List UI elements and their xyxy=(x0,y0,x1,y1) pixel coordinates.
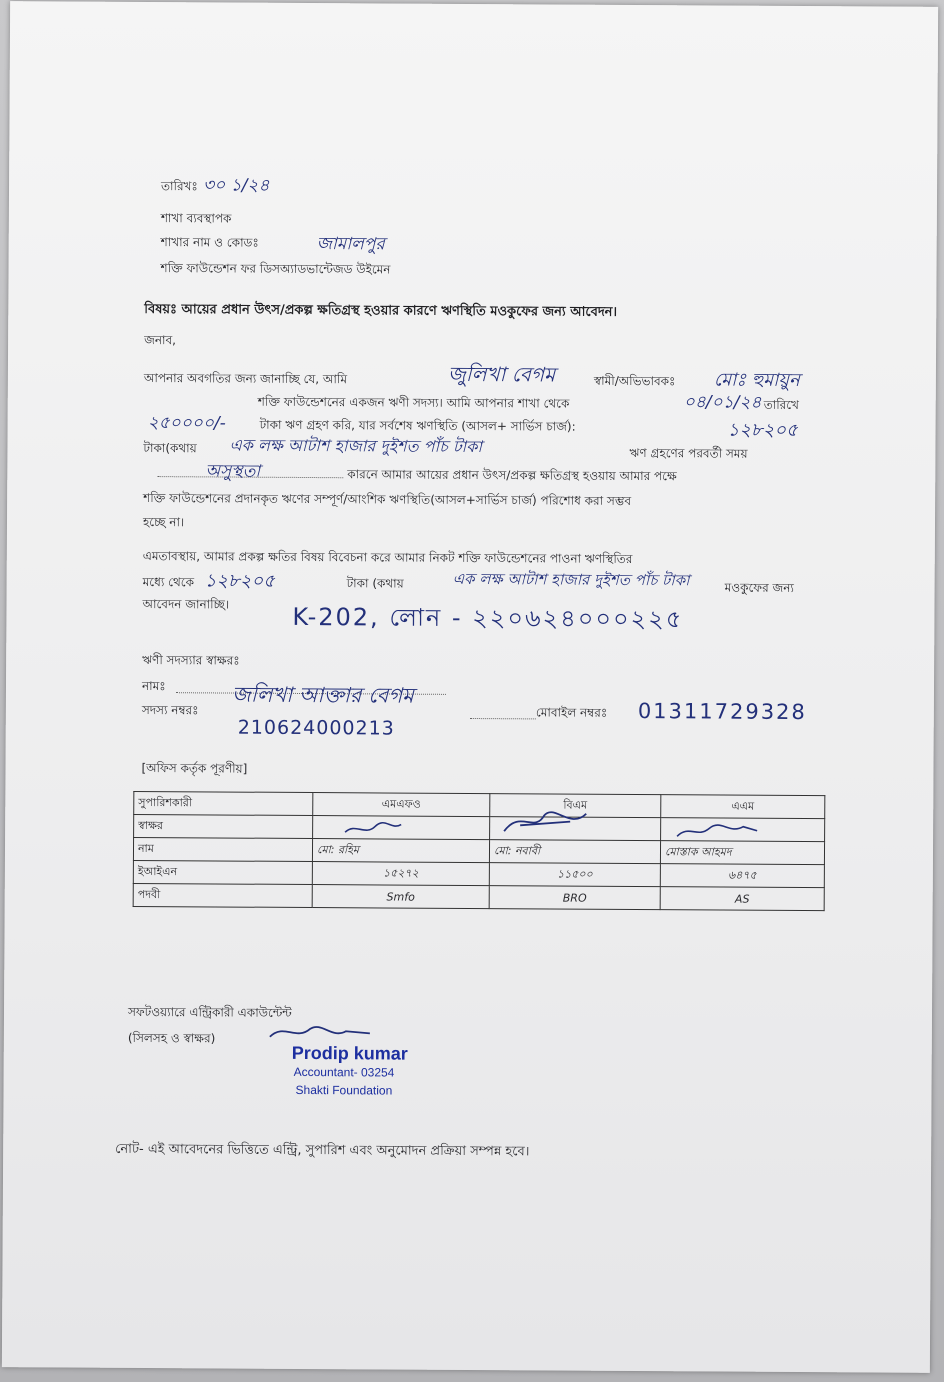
words-hw: এক লক্ষ আটাশ হাজার দুইশত পাঁচ টাকা xyxy=(229,435,483,457)
member-name-label: নামঃ xyxy=(141,678,166,694)
stamp-name: Prodip kumar xyxy=(291,1042,408,1064)
branch-name-value: জামালপুর xyxy=(316,234,385,255)
signature-mark xyxy=(500,803,590,838)
signature-cell xyxy=(490,817,661,841)
footer-note: নোট- এই আবেদনের ভিত্তিতে এন্ট্রি, সুপারিশ এবং অনুমোদন প্রক্রিয়া সম্পন্ন হবে। xyxy=(115,1141,530,1160)
guardian-hw: মোঃ হুমায়ুন xyxy=(713,369,800,392)
table-cell: ৬৪৭৫ xyxy=(660,864,824,888)
accountant-label: সফটওয়্যারে এন্ট্রিকারী একাউন্টেন্ট xyxy=(127,1004,292,1020)
mobile-label: মোবাইল নম্বরঃ xyxy=(535,705,608,720)
branch-name-label: শাখার নাম ও কোডঃ xyxy=(160,235,259,250)
subject: বিষয়ঃ আয়ের প্রধান উৎস/প্রকল্প ক্ষতিগ্রস্থ হওয়ার কারণে ঋণস্থিতি মওকুফের জন্য আবেদন। xyxy=(144,302,618,320)
mobile-number-hw: 01311729328 xyxy=(637,699,807,725)
table-header-cell: বিএম xyxy=(490,794,661,818)
para2-line2a: মধ্যে থেকে xyxy=(142,574,195,590)
member-sign-label: ঋণী সদস্যার স্বাক্ষরঃ xyxy=(142,652,240,668)
row-label: স্বাক্ষর xyxy=(134,814,313,838)
signature-mark xyxy=(343,818,403,838)
application-document xyxy=(2,1,938,1373)
para2-amount-hw: ১২৮২০৫ xyxy=(204,570,275,592)
balance-hw: ১২৮২০৫ xyxy=(727,419,798,441)
table-cell: ১১৫০০ xyxy=(489,863,660,887)
number-dotted-line xyxy=(470,718,536,719)
para1-line5b: কারনে আমার আয়ের প্রধান উৎস/প্রকল্প ক্ষতিগ্রস্থ হওয়ায় আমার পক্ষে xyxy=(347,467,677,484)
para2-line1: এমতাবস্থায়, আমার প্রকল্প ক্ষতির বিষয় বিবেচনা করে আমার নিকট শক্তি ফাউন্ডেশনের পাওনা ঋণস্থিতির xyxy=(142,548,633,566)
table-header-cell: সুপারিশকারী xyxy=(134,791,313,815)
loan-reference-hw: K-202, লোন - ২২০৬২৪০০০২২৫ xyxy=(292,602,684,634)
para1-line2a: শক্তি ফাউন্ডেশনের একজন ঋণী সদস্য। আমি আপনার শাখা থেকে xyxy=(257,394,570,411)
table-cell: মো: নবাবী xyxy=(489,840,660,864)
date-value: ৩০ ১/২৪ xyxy=(202,175,270,196)
para2-line3: আবেদন জানাচ্ছি। xyxy=(142,596,230,612)
accountant-seal-label: (সিলসহ ও স্বাক্ষর) xyxy=(127,1030,216,1046)
branch-manager: শাখা ব্যবস্থাপক xyxy=(160,211,232,226)
para1-line4a: টাকা(কথায় xyxy=(143,441,197,456)
table-cell: মো: রহিম xyxy=(312,839,489,863)
para1-line7: হচ্ছে না। xyxy=(142,514,185,530)
table-cell: AS xyxy=(660,887,824,911)
loan-date-hw: ০৪/০১/২৪ xyxy=(683,392,762,413)
row-label: ইআইএন xyxy=(133,860,312,884)
stamp-org: Shakti Foundation xyxy=(295,1082,393,1098)
member-number-label: সদস্য নম্বরঃ xyxy=(141,702,199,718)
table-cell: ১৫২৭২ xyxy=(312,862,489,886)
signature-cell xyxy=(313,816,490,840)
para1-line4b: ঋণ গ্রহণের পরবর্তী সময় xyxy=(629,445,748,461)
member-name-hw: জুলিখা বেগম xyxy=(447,361,556,387)
table-cell: মোস্তাক আহমদ xyxy=(660,841,824,865)
row-label: নাম xyxy=(133,837,312,861)
table-header-cell: এমএফও xyxy=(313,793,490,817)
table-row xyxy=(133,883,824,910)
para1-line1b: স্বামী/অভিভাবকঃ xyxy=(593,373,676,389)
office-note: [অফিস কর্তৃক পূরণীয়] xyxy=(141,760,248,776)
recommendation-table xyxy=(133,791,826,911)
table-cell: Smfo xyxy=(312,885,489,909)
stamp-title: Accountant- 03254 xyxy=(293,1064,395,1080)
signature-mark xyxy=(673,818,763,843)
para1-line3a: টাকা ঋণ গ্রহণ করি, যার সর্বশেষ ঋণস্থিতি (আসল+ সার্ভিস চার্জ): xyxy=(259,417,576,434)
salutation: জনাব, xyxy=(144,333,177,348)
para2-line2c: মওকুফের জন্য xyxy=(724,580,794,595)
loan-amount-hw: ২৫০০০০/- xyxy=(147,413,226,434)
table-cell: BRO xyxy=(489,886,660,910)
date-label: তারিখঃ xyxy=(161,179,198,194)
row-label: পদবী xyxy=(133,883,312,907)
para2-words-hw: এক লক্ষ আটাশ হাজার দুইশত পাঁচ টাকা xyxy=(452,569,690,590)
member-number-hw: 210624000213 xyxy=(237,716,395,740)
signature-cell xyxy=(661,818,825,842)
member-signature-hw: জলিখা আক্তার বেগম xyxy=(231,682,414,708)
para1-line2b: তারিখে xyxy=(763,397,800,413)
reason-hw: অসুস্থতা xyxy=(205,461,261,482)
para1-line6: শক্তি ফাউন্ডেশনের প্রদানকৃত ঋণের সম্পূর্ণ/আংশিক ঋণস্থিতি(আসল+সার্ভিস চার্জ) পরিশোধ করা সম্ভব xyxy=(143,491,632,508)
para2-line2b: টাকা (কথায় xyxy=(346,576,404,591)
table-header-cell: এএম xyxy=(661,795,825,819)
foundation-name: শক্তি ফাউন্ডেশন ফর ডিসঅ্যাডভান্টেজড উইমেন xyxy=(160,261,391,277)
para1-line1a: আপনার অবগতির জন্য জানাচ্ছি যে, আমি xyxy=(143,371,348,387)
